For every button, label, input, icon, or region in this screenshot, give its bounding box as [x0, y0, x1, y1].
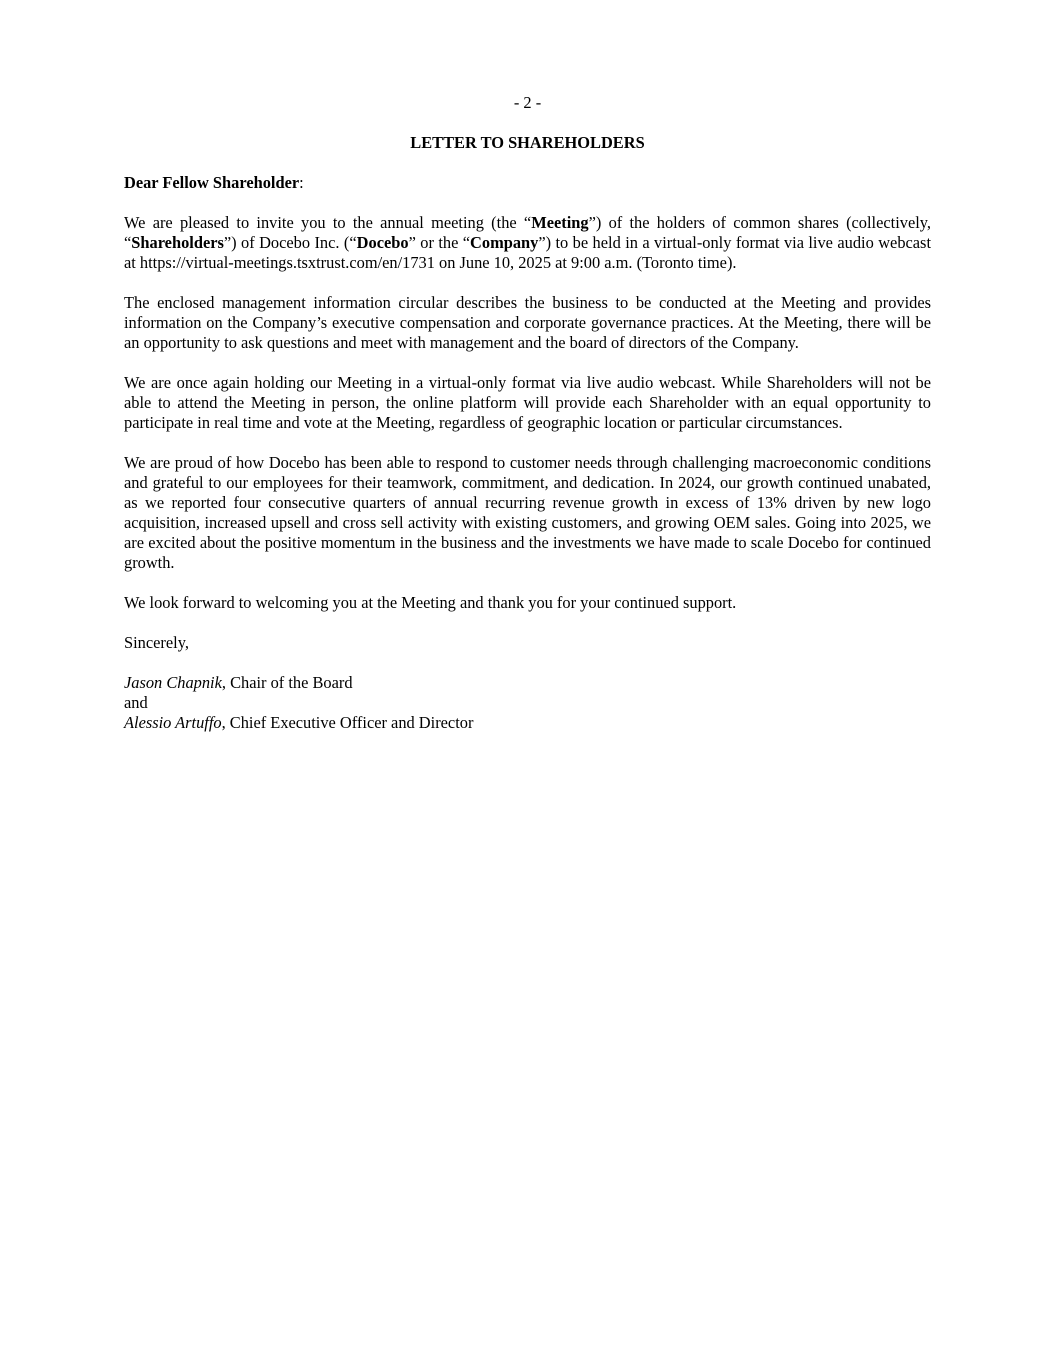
- letter-content: [124, 93, 931, 733]
- salutation-punct: :: [299, 173, 304, 192]
- p1-text-1: We are pleased to invite you to the annual meeting (the “: [124, 213, 532, 232]
- paragraph-thanks: We look forward to welcoming you at the Meeting and thank you for your continued support.: [124, 593, 737, 612]
- term-company: Company: [470, 233, 539, 252]
- paragraph-virtual-format: We are once again holding our Meeting in a virtual-only format via live audio webcast. While Shareholders will not be able to attend the Meeting in person, the online platform will provide each Shareholder with an equal opportunity to participate in real time and vote at the Meeting, regardless of geographic location or particular circumstances.: [124, 373, 931, 432]
- p1-text-2: ”) of the holders of common shares (collectively, “: [124, 213, 932, 252]
- term-shareholders: Shareholders: [131, 233, 224, 252]
- term-docebo: Docebo: [356, 233, 409, 252]
- signatory-chair: [124, 673, 931, 693]
- term-meeting: Meeting: [531, 213, 589, 232]
- signatory-ceo: [124, 713, 931, 733]
- letter-title: LETTER TO SHAREHOLDERS: [410, 133, 645, 152]
- signatory-ceo-title: , Chief Executive Officer and Director: [221, 713, 474, 732]
- signatory-chair-title: , Chair of the Board: [221, 673, 353, 692]
- signatory-conjunction: and: [124, 693, 148, 712]
- signatory-ceo-name: Alessio Artuffo: [124, 713, 222, 732]
- salutation-text: Dear Fellow Shareholder: [124, 173, 300, 192]
- closing: Sincerely,: [124, 633, 189, 652]
- signatory-chair-name: Jason Chapnik: [124, 673, 222, 692]
- paragraph-invitation: [124, 213, 931, 273]
- p1-text-3: ”) of Docebo Inc. (“: [223, 233, 357, 252]
- p1-text-4: ” or the “: [408, 233, 471, 252]
- paragraph-circular: The enclosed management information circular describes the business to be conducted at the Meeting and provides information on the Company’s executive compensation and corporate governance practices. At the Meeting, there will be an opportunity to ask questions and meet with management and the board of directors of the Company.: [124, 293, 931, 352]
- p1-text-5: ”) to be held in a virtual-only format via live audio webcast at https://virtual-meetings.tsxtrust.com/en/1731 on June 10, 2025 at 9:00 a.m. (Toronto time).: [124, 233, 931, 272]
- paragraph-growth: We are proud of how Docebo has been able to respond to customer needs through challenging macroeconomic conditions and grateful to our employees for their teamwork, commitment, and dedication. In 2024, our growth continued unabated, as we reported four consecutive quarters of annual recurring revenue growth in excess of 13% driven by new logo acquisition, increased upsell and cross sell activity with existing customers, and growing OEM sales. Going into 2025, we are excited about the positive momentum in the business and the investments we have made to scale Docebo for continued growth.: [124, 453, 931, 572]
- signature-block: [124, 673, 931, 733]
- page-number: - 2 -: [513, 93, 542, 112]
- salutation: [124, 173, 931, 193]
